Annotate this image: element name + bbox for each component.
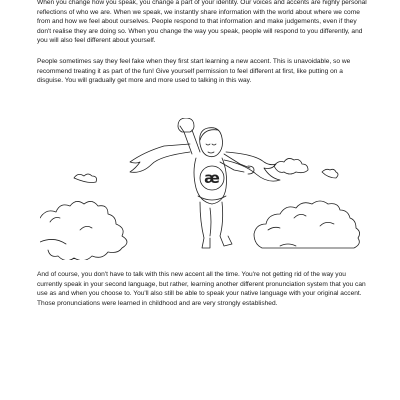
superhero-illustration (40, 118, 360, 260)
flying-superhero-icon (40, 118, 360, 260)
paragraph-feel-fake: People sometimes say they feel fake when they first start learning a new accent. This is unavoidable, so we recommend treating it as part of the fun! Give yourself permission to feel different at first, like putting on a disguise. You will gradually get more and more used to talking in this way. (37, 58, 351, 85)
cloud-left (40, 201, 127, 260)
ae-emblem: æ (204, 169, 220, 187)
cloud-right (254, 201, 360, 248)
paragraph-new-accent: And of course, you don't have to talk with this new accent all the time. You're not getting rid of the way you currently speak in your second language, but rather, learning another different pronunciation system that you can use as and when you choose to. You'll also still be able to speak your native language with your original accent. Those pronunciations were learned in childhood and are very strongly established. (37, 271, 366, 307)
paragraph-identity: When you change how you speak, you change a part of your identity. Our voices and accents are highly personal reflections of who we are. When we speak, we instantly share information with the world about where we come from and how we feel about ourselves. People respond to that information and make judgements, even if they don't realise they are doing so. When you change the way you speak, people will respond to you differently, and you will also feel different about yourself. (37, 0, 367, 45)
